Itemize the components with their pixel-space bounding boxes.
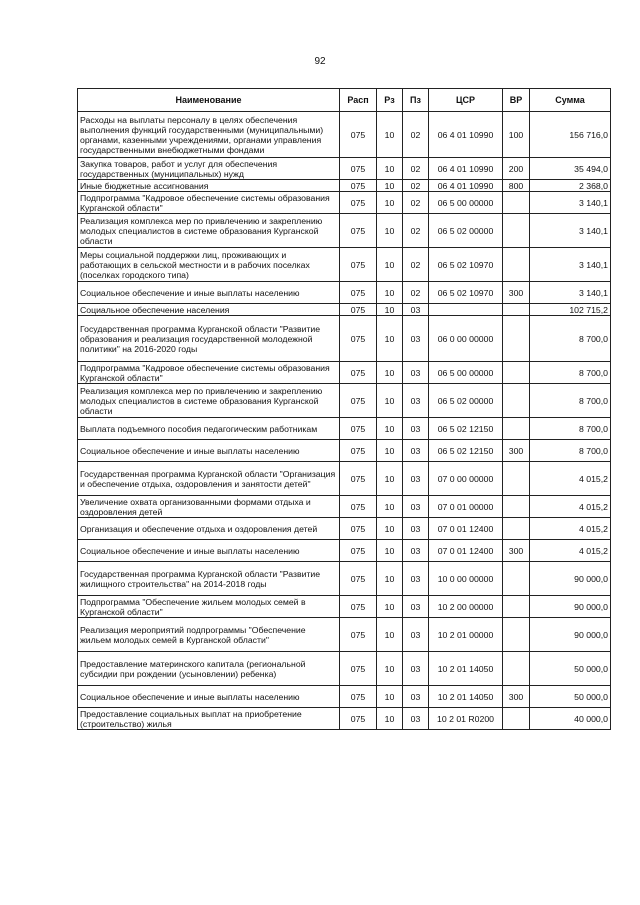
- cell-csr: 06 5 02 00000: [429, 384, 503, 418]
- cell-sum: 8 700,0: [530, 316, 611, 362]
- table-row: [78, 282, 611, 304]
- cell-sum: 3 140,1: [530, 214, 611, 248]
- cell-sum: 35 494,0: [530, 158, 611, 180]
- cell-csr: [429, 304, 503, 316]
- cell-name: Увеличение охвата организованными формами отдыха и оздоровления детей: [78, 496, 340, 518]
- cell-vr: 300: [503, 440, 530, 462]
- cell-pz: 03: [403, 540, 429, 562]
- cell-rz: 10: [377, 440, 403, 462]
- cell-rz: 10: [377, 158, 403, 180]
- cell-sum: 50 000,0: [530, 652, 611, 686]
- cell-rasp: 075: [340, 418, 377, 440]
- cell-name: Социальное обеспечение и иные выплаты населению: [78, 540, 340, 562]
- cell-pz: 03: [403, 496, 429, 518]
- cell-sum: 8 700,0: [530, 418, 611, 440]
- cell-name: Социальное обеспечение и иные выплаты населению: [78, 282, 340, 304]
- cell-rasp: 075: [340, 248, 377, 282]
- table-row: [78, 112, 611, 158]
- cell-name: Подпрограмма "Кадровое обеспечение системы образования Курганской области": [78, 362, 340, 384]
- cell-rasp: 075: [340, 282, 377, 304]
- cell-rasp: 075: [340, 192, 377, 214]
- cell-name: Социальное обеспечение и иные выплаты населению: [78, 686, 340, 708]
- cell-rz: 10: [377, 652, 403, 686]
- cell-rz: 10: [377, 596, 403, 618]
- cell-rz: 10: [377, 248, 403, 282]
- cell-rasp: 075: [340, 362, 377, 384]
- cell-vr: 200: [503, 158, 530, 180]
- cell-csr: 10 2 01 R0200: [429, 708, 503, 730]
- cell-csr: 10 0 00 00000: [429, 562, 503, 596]
- cell-pz: 03: [403, 652, 429, 686]
- table-row: [78, 384, 611, 418]
- header-pz: Пз: [403, 89, 429, 112]
- header-rasp: Расп: [340, 89, 377, 112]
- cell-name: Реализация комплекса мер по привлечению и закреплению молодых специалистов в системе образования Курганской области: [78, 384, 340, 418]
- cell-vr: [503, 384, 530, 418]
- cell-name: Предоставление материнского капитала (региональной субсидии при рождении (усыновлении) ребенка): [78, 652, 340, 686]
- cell-vr: [503, 418, 530, 440]
- cell-sum: 8 700,0: [530, 440, 611, 462]
- cell-rz: 10: [377, 362, 403, 384]
- cell-name: Реализация комплекса мер по привлечению и закреплению молодых специалистов в системе образования Курганской области: [78, 214, 340, 248]
- cell-rz: 10: [377, 618, 403, 652]
- cell-rasp: 075: [340, 496, 377, 518]
- cell-sum: 40 000,0: [530, 708, 611, 730]
- cell-sum: 90 000,0: [530, 618, 611, 652]
- cell-rz: 10: [377, 384, 403, 418]
- cell-rz: 10: [377, 192, 403, 214]
- cell-rasp: 075: [340, 652, 377, 686]
- cell-rasp: 075: [340, 618, 377, 652]
- cell-sum: 3 140,1: [530, 282, 611, 304]
- cell-pz: 03: [403, 384, 429, 418]
- cell-sum: 8 700,0: [530, 384, 611, 418]
- cell-name: Государственная программа Курганской области "Развитие образования и реализация государственной молодежной политики" на 2016-2020 годы: [78, 316, 340, 362]
- cell-pz: 03: [403, 462, 429, 496]
- cell-csr: 06 4 01 10990: [429, 112, 503, 158]
- page-number: 92: [314, 56, 326, 67]
- cell-rz: 10: [377, 562, 403, 596]
- table-row: [78, 540, 611, 562]
- cell-name: Реализация мероприятий подпрограммы "Обеспечение жильем молодых семей в Курганской области": [78, 618, 340, 652]
- cell-sum: 90 000,0: [530, 596, 611, 618]
- table-row: [78, 304, 611, 316]
- cell-pz: 02: [403, 158, 429, 180]
- cell-pz: 03: [403, 518, 429, 540]
- cell-pz: 03: [403, 618, 429, 652]
- header-rz: Рз: [377, 89, 403, 112]
- cell-pz: 03: [403, 562, 429, 596]
- cell-rz: 10: [377, 686, 403, 708]
- cell-sum: 90 000,0: [530, 562, 611, 596]
- cell-csr: 06 0 00 00000: [429, 316, 503, 362]
- table-header-row: [78, 89, 611, 112]
- cell-rasp: 075: [340, 304, 377, 316]
- cell-pz: 03: [403, 686, 429, 708]
- cell-rasp: 075: [340, 518, 377, 540]
- cell-pz: 02: [403, 214, 429, 248]
- cell-csr: 07 0 01 12400: [429, 540, 503, 562]
- cell-rasp: 075: [340, 180, 377, 192]
- cell-csr: 06 5 02 10970: [429, 248, 503, 282]
- cell-pz: 03: [403, 304, 429, 316]
- cell-csr: 07 0 00 00000: [429, 462, 503, 496]
- cell-name: Меры социальной поддержки лиц, проживающих и работающих в сельской местности и в рабочих поселках (поселках городского типа): [78, 248, 340, 282]
- cell-rz: 10: [377, 496, 403, 518]
- table-body: [78, 112, 611, 730]
- cell-name: Закупка товаров, работ и услуг для обеспечения государственных (муниципальных) нужд: [78, 158, 340, 180]
- cell-csr: 07 0 01 12400: [429, 518, 503, 540]
- cell-pz: 03: [403, 362, 429, 384]
- cell-csr: 07 0 01 00000: [429, 496, 503, 518]
- cell-sum: 4 015,2: [530, 540, 611, 562]
- cell-rz: 10: [377, 518, 403, 540]
- cell-name: Выплата подъемного пособия педагогическим работникам: [78, 418, 340, 440]
- cell-name: Расходы на выплаты персоналу в целях обеспечения выполнения функций государственными (муниципальными) органами, казенными учреждениями, органами управления государственными внебюджетными фондами: [78, 112, 340, 158]
- budget-table: [77, 88, 611, 730]
- cell-pz: 03: [403, 440, 429, 462]
- cell-sum: 156 716,0: [530, 112, 611, 158]
- table-row: [78, 596, 611, 618]
- cell-sum: 4 015,2: [530, 462, 611, 496]
- cell-csr: 10 2 01 00000: [429, 618, 503, 652]
- table-row: [78, 362, 611, 384]
- cell-vr: [503, 248, 530, 282]
- cell-sum: 4 015,2: [530, 518, 611, 540]
- cell-csr: 06 5 00 00000: [429, 362, 503, 384]
- cell-vr: [503, 652, 530, 686]
- cell-sum: 4 015,2: [530, 496, 611, 518]
- table-row: [78, 708, 611, 730]
- cell-rz: 10: [377, 112, 403, 158]
- table-row: [78, 462, 611, 496]
- cell-vr: [503, 596, 530, 618]
- table-row: [78, 440, 611, 462]
- cell-rasp: 075: [340, 158, 377, 180]
- cell-name: Иные бюджетные ассигнования: [78, 180, 340, 192]
- table-row: [78, 518, 611, 540]
- cell-pz: 02: [403, 282, 429, 304]
- cell-rz: 10: [377, 418, 403, 440]
- cell-rasp: 075: [340, 440, 377, 462]
- cell-csr: 06 4 01 10990: [429, 180, 503, 192]
- cell-csr: 06 5 02 12150: [429, 418, 503, 440]
- cell-rz: 10: [377, 214, 403, 248]
- table-row: [78, 686, 611, 708]
- cell-pz: 03: [403, 596, 429, 618]
- cell-pz: 03: [403, 708, 429, 730]
- cell-rasp: 075: [340, 596, 377, 618]
- cell-rz: 10: [377, 540, 403, 562]
- cell-pz: 02: [403, 180, 429, 192]
- table-row: [78, 618, 611, 652]
- cell-sum: 3 140,1: [530, 248, 611, 282]
- cell-vr: [503, 316, 530, 362]
- table-row: [78, 316, 611, 362]
- cell-name: Социальное обеспечение населения: [78, 304, 340, 316]
- cell-csr: 06 5 02 00000: [429, 214, 503, 248]
- cell-pz: 03: [403, 418, 429, 440]
- header-sum: Сумма: [530, 89, 611, 112]
- table-row: [78, 248, 611, 282]
- cell-name: Подпрограмма "Кадровое обеспечение системы образования Курганской области": [78, 192, 340, 214]
- header-csr: ЦСР: [429, 89, 503, 112]
- cell-sum: 102 715,2: [530, 304, 611, 316]
- cell-rasp: 075: [340, 384, 377, 418]
- cell-vr: 800: [503, 180, 530, 192]
- cell-csr: 06 5 02 10970: [429, 282, 503, 304]
- cell-sum: 8 700,0: [530, 362, 611, 384]
- cell-pz: 02: [403, 248, 429, 282]
- cell-csr: 06 5 00 00000: [429, 192, 503, 214]
- cell-vr: [503, 618, 530, 652]
- cell-vr: [503, 562, 530, 596]
- cell-vr: [503, 192, 530, 214]
- table-row: [78, 562, 611, 596]
- cell-rz: 10: [377, 462, 403, 496]
- cell-vr: 300: [503, 282, 530, 304]
- cell-sum: 2 368,0: [530, 180, 611, 192]
- cell-name: Государственная программа Курганской области "Организация и обеспечение отдыха, оздоровления и занятости детей": [78, 462, 340, 496]
- cell-vr: [503, 304, 530, 316]
- cell-name: Организация и обеспечение отдыха и оздоровления детей: [78, 518, 340, 540]
- cell-vr: [503, 362, 530, 384]
- table-row: [78, 158, 611, 180]
- cell-name: Предоставление социальных выплат на приобретение (строительство) жилья: [78, 708, 340, 730]
- cell-vr: 100: [503, 112, 530, 158]
- cell-rasp: 075: [340, 540, 377, 562]
- cell-csr: 10 2 00 00000: [429, 596, 503, 618]
- cell-rasp: 075: [340, 708, 377, 730]
- table-row: [78, 192, 611, 214]
- table-row: [78, 180, 611, 192]
- cell-rz: 10: [377, 180, 403, 192]
- cell-vr: [503, 496, 530, 518]
- cell-rasp: 075: [340, 462, 377, 496]
- table-row: [78, 418, 611, 440]
- cell-rasp: 075: [340, 112, 377, 158]
- cell-vr: [503, 214, 530, 248]
- cell-rz: 10: [377, 708, 403, 730]
- table-row: [78, 214, 611, 248]
- cell-vr: 300: [503, 686, 530, 708]
- cell-sum: 50 000,0: [530, 686, 611, 708]
- cell-vr: 300: [503, 540, 530, 562]
- header-vr: ВР: [503, 89, 530, 112]
- cell-rz: 10: [377, 282, 403, 304]
- cell-rasp: 075: [340, 316, 377, 362]
- cell-csr: 06 4 01 10990: [429, 158, 503, 180]
- cell-csr: 10 2 01 14050: [429, 686, 503, 708]
- cell-vr: [503, 708, 530, 730]
- cell-rasp: 075: [340, 562, 377, 596]
- cell-name: Подпрограмма "Обеспечение жильем молодых семей в Курганской области": [78, 596, 340, 618]
- cell-sum: 3 140,1: [530, 192, 611, 214]
- cell-pz: 02: [403, 192, 429, 214]
- table-row: [78, 652, 611, 686]
- cell-rasp: 075: [340, 686, 377, 708]
- cell-name: Государственная программа Курганской области "Развитие жилищного строительства" на 2014-2018 годы: [78, 562, 340, 596]
- cell-rz: 10: [377, 304, 403, 316]
- cell-csr: 10 2 01 14050: [429, 652, 503, 686]
- cell-vr: [503, 518, 530, 540]
- cell-csr: 06 5 02 12150: [429, 440, 503, 462]
- cell-rasp: 075: [340, 214, 377, 248]
- cell-rz: 10: [377, 316, 403, 362]
- cell-vr: [503, 462, 530, 496]
- header-name: Наименование: [78, 89, 340, 112]
- cell-pz: 02: [403, 112, 429, 158]
- table-row: [78, 496, 611, 518]
- cell-pz: 03: [403, 316, 429, 362]
- cell-name: Социальное обеспечение и иные выплаты населению: [78, 440, 340, 462]
